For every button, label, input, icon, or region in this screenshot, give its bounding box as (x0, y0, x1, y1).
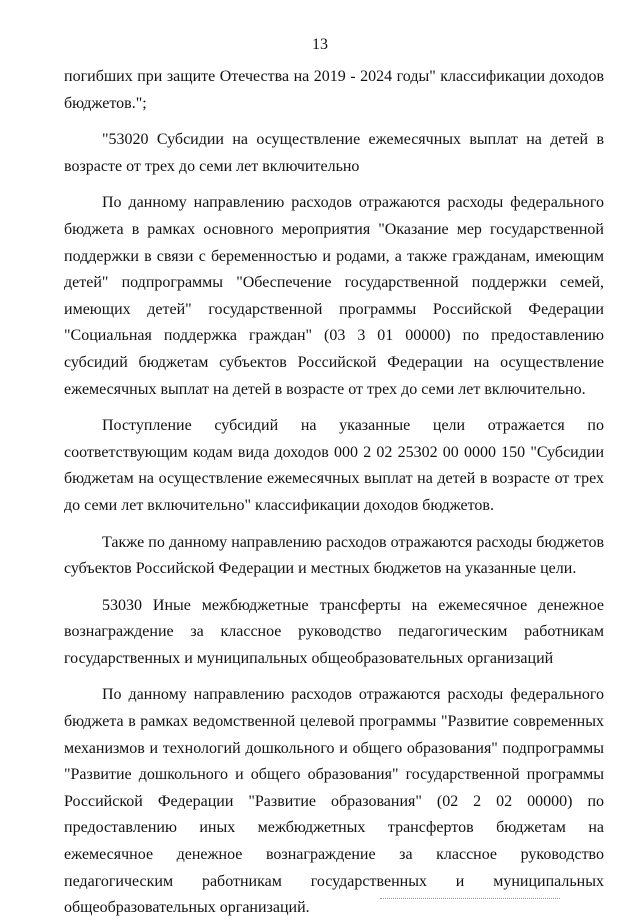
paragraph-code-53020-heading: "53020 Субсидии на осуществление ежемесячных выплат на детей в возрасте от трех до семи лет включительно (64, 131, 604, 175)
paragraph-continuation: погибших при защите Отечества на 2019 - 2024 годы" классификации доходов бюджетов."; (64, 68, 604, 112)
paragraph-53020-regional: Также по данному направлению расходов отражаются расходы бюджетов субъектов Российской Федерации и местных бюджетов на указанные цели. (64, 533, 604, 578)
paragraph-53030-description: По данному направлению расходов отражаются расходы федерального бюджета в рамках ведомственной целевой программы "Развитие современных механизмов и технологий дошкольного и общего образования" подпрограммы "Развитие дошкольного и общего образования" государственной программы Российской Федерации "Развитие образования" (02 2 02 00000) по предоставлению иных межбюджетных трансфертов бюджетам на ежемесячное денежное вознаграждение за классное руководство педагогическим работникам государственных и муниципальных общеобразовательных организаций. (64, 686, 604, 917)
page-number: 13 (312, 36, 328, 53)
document-body (64, 64, 604, 922)
scan-artifact-line (380, 898, 560, 901)
paragraph-53020-description: По данному направлению расходов отражаются расходы федерального бюджета в рамках основного мероприятия "Оказание мер государственной поддержки в связи с беременностью и родами, а также гражданам, имеющим детей" подпрограммы "Обеспечение государственной поддержки семей, имеющих детей" государственной программы Российской Федерации "Социальная поддержка граждан" (03 3 01 00000) по предоставлению субсидий бюджетам субъектов Российской Федерации на осуществление ежемесячных выплат на детей в возрасте от трех до семи лет включительно. (64, 194, 604, 398)
paragraph-53020-income-codes: Поступление субсидий на указанные цели отражается по соответствующим кодам вида доходов 000 2 02 25302 00 0000 150 "Субсидии бюджетам на осуществление ежемесячных выплат на детей в возрасте от трех до семи лет включительно" классификации доходов бюджетов. (64, 417, 604, 514)
paragraph-code-53030-heading: 53030 Иные межбюджетные трансферты на ежемесячное денежное вознаграждение за классное руководство педагогическим работникам государственных и муниципальных общеобразовательных организаций (64, 596, 604, 667)
